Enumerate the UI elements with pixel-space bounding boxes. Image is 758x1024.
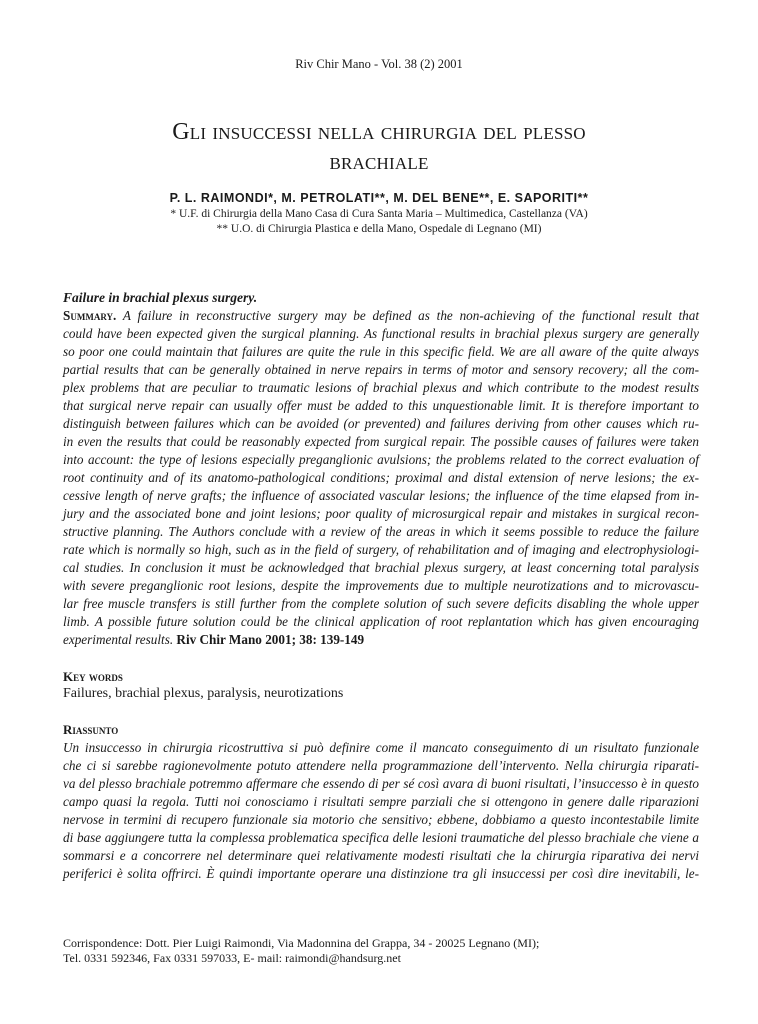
abstract-line: structive planning. The Authors conclude with a review of the areas in which it seems possible to reduce the failure (63, 524, 699, 539)
abstract-line: lar free muscle transfers is still further from the complete solution of such severe deficits disabling the whole upper (63, 596, 699, 611)
title-line-2: brachiale (329, 149, 429, 175)
abstract-line: experimental results. Riv Chir Mano 2001; 38: 139-149 (63, 632, 365, 647)
abstract-title: Failure in brachial plexus surgery. (63, 290, 258, 305)
abstract-line: Summary. A failure in reconstructive surgery may be defined as the non-achieving of the functional result that (63, 308, 699, 323)
abstract-line: partial results that can be generally obtained in nerve repairs in terms of motor and sensory recovery; all the com- (63, 362, 699, 377)
abstract-line: distinguish between failures which can be avoided (or prevented) and failures deriving from other causes which ru- (63, 416, 699, 431)
riassunto-line: campo quasi la regola. Tutti noi conosciamo i risultati sempre parziali che si ottengono in genere dalle riparazioni (63, 794, 699, 809)
article-title (40, 117, 718, 177)
abstract-line: that surgical nerve repair can usually offer must be added to this unquestionable limit. It is therefore important to (63, 398, 699, 413)
abstract-line: could have been expected given the surgical planning. As functional results in brachial plexus surgery are generally (63, 326, 699, 341)
abstract-line: cal studies. In conclusion it must be acknowledged that brachial plexus surgery, at least concerning total paralysis (63, 560, 699, 575)
riassunto-line: di base aggiungere tutta la complessa problematica specifica delle lesioni traumatiche del plesso brachiale che viene a (63, 830, 699, 845)
abstract-line: with severe preganglionic root lesions, despite the improvements due to multiple neurotizations and to microvascu- (63, 578, 699, 593)
abstract-line: plex problems that are peculiar to traumatic lesions of brachial plexus and which contribute to the modest results (63, 380, 699, 395)
keywords-text: Failures, brachial plexus, paralysis, neurotizations (63, 686, 344, 701)
title-line-1: Gli insuccessi nella chirurgia del plesso (172, 119, 586, 145)
abstract-line: so poor one could maintain that failures are quite the rule in this specific field. We are all aware of the quite always (63, 344, 699, 359)
abstract-line: in even the results that could be reasonably expected from surgical repair. The possible causes of failures were taken (63, 434, 699, 449)
riassunto-line: che ci si sarebbe ragionevolmente potuto attendere nella programmazione dell’intervento. Nella chirurgia riparati- (63, 758, 699, 773)
correspondence-line-1: Corrispondence: Dott. Pier Luigi Raimondi, Via Madonnina del Grappa, 34 - 20025 Legnano (MI); (63, 936, 540, 950)
riassunto-line: nervose in termini di recupero funzionale sia motorio che sensitivo; ebbene, dobbiamo a questo incontestabile limite (63, 812, 699, 827)
correspondence-line-2: Tel. 0331 592346, Fax 0331 597033, E- mail: raimondi@handsurg.net (63, 951, 401, 965)
journal-header: Riv Chir Mano - Vol. 38 (2) 2001 (295, 57, 463, 71)
affiliation-1: * U.F. di Chirurgia della Mano Casa di Cura Santa Maria – Multimedica, Castellanza (VA) (170, 208, 588, 220)
abstract-line: root continuity and of its anatomo-pathological conditions; proximal and distal extension of nerve lesions; the ex- (63, 470, 699, 485)
riassunto-line: Un insuccesso in chirurgia ricostruttiva si può definire come il mancato conseguimento di un risultato funzionale (63, 740, 699, 755)
abstract-line: limb. A possible future solution could be the clinical application of root replantation which has given encouraging (63, 614, 699, 629)
riassunto-line: periferici è solita offrirci. È quindi importante operare una distinzione tra gli insuccessi per così dire inevitabili, le- (63, 866, 699, 881)
keywords-heading: Key words (63, 669, 123, 684)
abstract-line: into account: the type of lesions especially preganglionic avulsions; the problems related to the correct evaluation of (63, 452, 699, 467)
affiliation-2: ** U.O. di Chirurgia Plastica e della Mano, Ospedale di Legnano (MI) (216, 223, 542, 235)
citation: Riv Chir Mano 2001; 38: 139-149 (176, 632, 365, 647)
abstract-line: rate which is normally so high, such as in the field of surgery, of rehabilitation and of imaging and electrophysiologi- (63, 542, 699, 557)
abstract-line: cessive length of nerve grafts; the influence of associated vascular lesions; the influence of the time elapsed from in- (63, 488, 699, 503)
riassunto-line: sommarsi e a concorrere nel determinare quei relativamente modesti risultati che la chirurgia riparativa dei nervi (63, 848, 699, 863)
riassunto-line: va del plesso brachiale potremmo affermare che essendo di per sé così avara di buoni risultati, l’insuccesso è in questo (63, 776, 699, 791)
author-list: P. L. RAIMONDI*, M. PETROLATI**, M. DEL BENE**, E. SAPORITI** (169, 191, 589, 205)
summary-label: Summary. (63, 308, 117, 323)
abstract-line: jury and the associated bone and joint lesions; poor quality of microsurgical repair and mistakes in surgical recon- (63, 506, 699, 521)
riassunto-heading: Riassunto (63, 722, 119, 737)
